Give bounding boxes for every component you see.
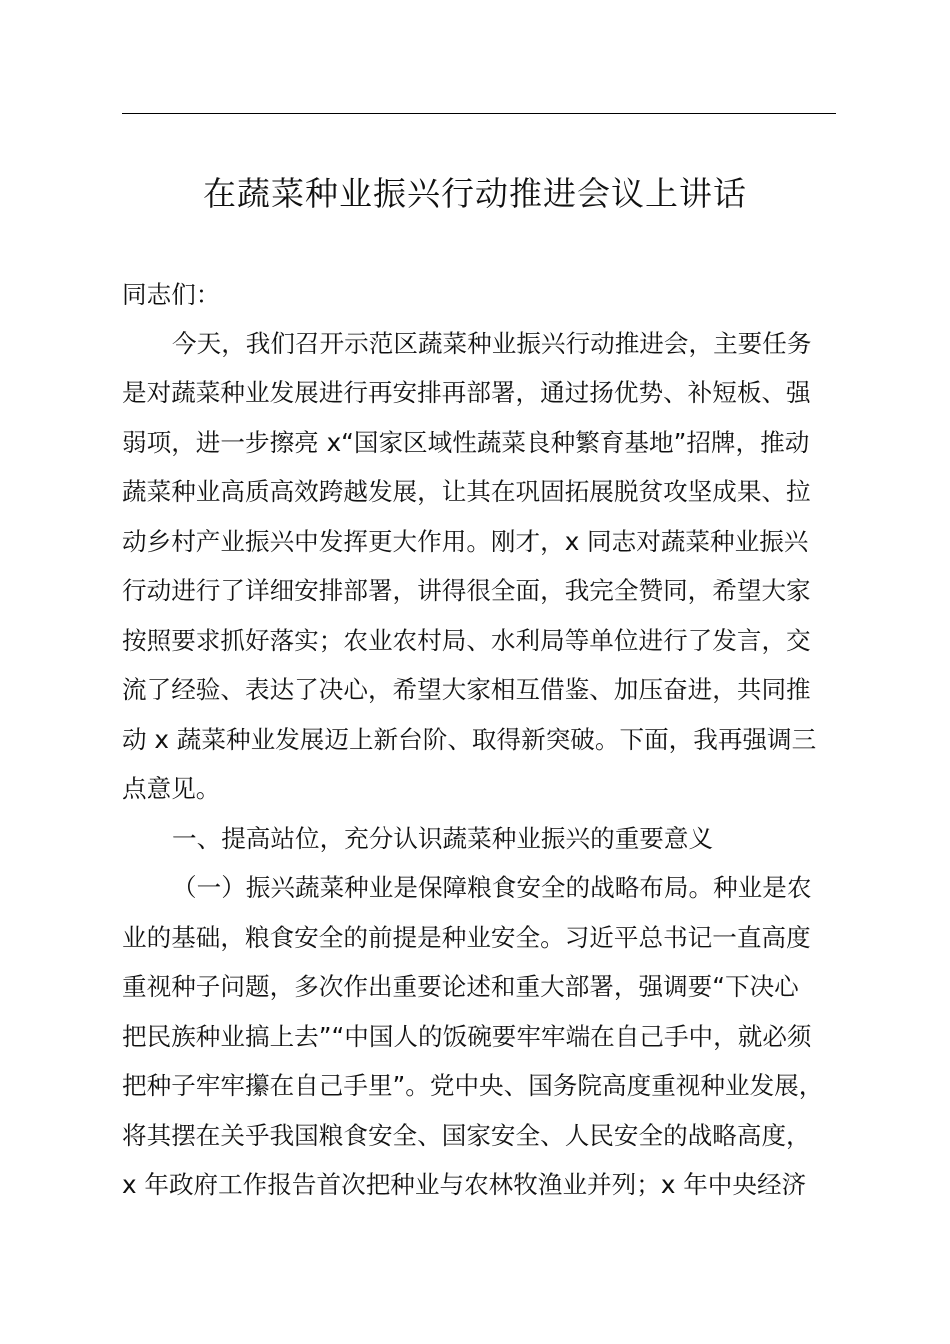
- paragraph-line: 动 x 蔬菜种业发展迈上新台阶、取得新突破。下面，我再强调三: [122, 725, 817, 754]
- subsection-line: （一）振兴蔬菜种业是保障粮食安全的战略布局。种业是农: [172, 873, 812, 902]
- paragraph-line: 行动进行了详细安排部署，讲得很全面，我完全赞同，希望大家: [122, 576, 811, 605]
- paragraph-line: 弱项，进一步擦亮 x“国家区域性蔬菜良种繁育基地”招牌，推动: [122, 428, 810, 457]
- paragraph-line: 点意见。: [122, 774, 221, 803]
- paragraph-line: x 年政府工作报告首次把种业与农林牧渔业并列；x 年中央经济: [122, 1170, 807, 1199]
- paragraph-line: 将其摆在关乎我国粮食安全、国家安全、人民安全的战略高度，: [122, 1121, 811, 1150]
- paragraph-line: 把种子牢牢攥在自己手里”。党中央、国务院高度重视种业发展，: [122, 1071, 824, 1100]
- paragraph-line: 蔬菜种业高质高效跨越发展，让其在巩固拓展脱贫攻坚成果、拉: [122, 477, 811, 506]
- header-rule: [122, 113, 836, 114]
- document-title: 在蔬菜种业振兴行动推进会议上讲话: [203, 174, 747, 213]
- paragraph-line: 动乡村产业振兴中发挥更大作用。刚才，x 同志对蔬菜种业振兴: [122, 527, 809, 556]
- paragraph-line: 按照要求抓好落实；农业农村局、水利局等单位进行了发言，交: [122, 626, 811, 655]
- paragraph-line: 重视种子问题，多次作出重要论述和重大部署，强调要“下决心: [122, 972, 799, 1001]
- paragraph-line: 业的基础，粮食安全的前提是种业安全。习近平总书记一直高度: [122, 923, 811, 952]
- paragraph-line: 是对蔬菜种业发展进行再安排再部署，通过扬优势、补短板、强: [122, 378, 811, 407]
- paragraph-line: 把民族种业搞上去”“中国人的饭碗要牢牢端在自己手中，就必须: [122, 1022, 812, 1051]
- section-heading: 一、提高站位，充分认识蔬菜种业振兴的重要意义: [172, 824, 714, 853]
- salutation: 同志们：: [122, 280, 221, 309]
- paragraph-line: 流了经验、表达了决心，希望大家相互借鉴、加压奋进，共同推: [122, 675, 811, 704]
- paragraph-line: 今天，我们召开示范区蔬菜种业振兴行动推进会，主要任务: [172, 329, 812, 358]
